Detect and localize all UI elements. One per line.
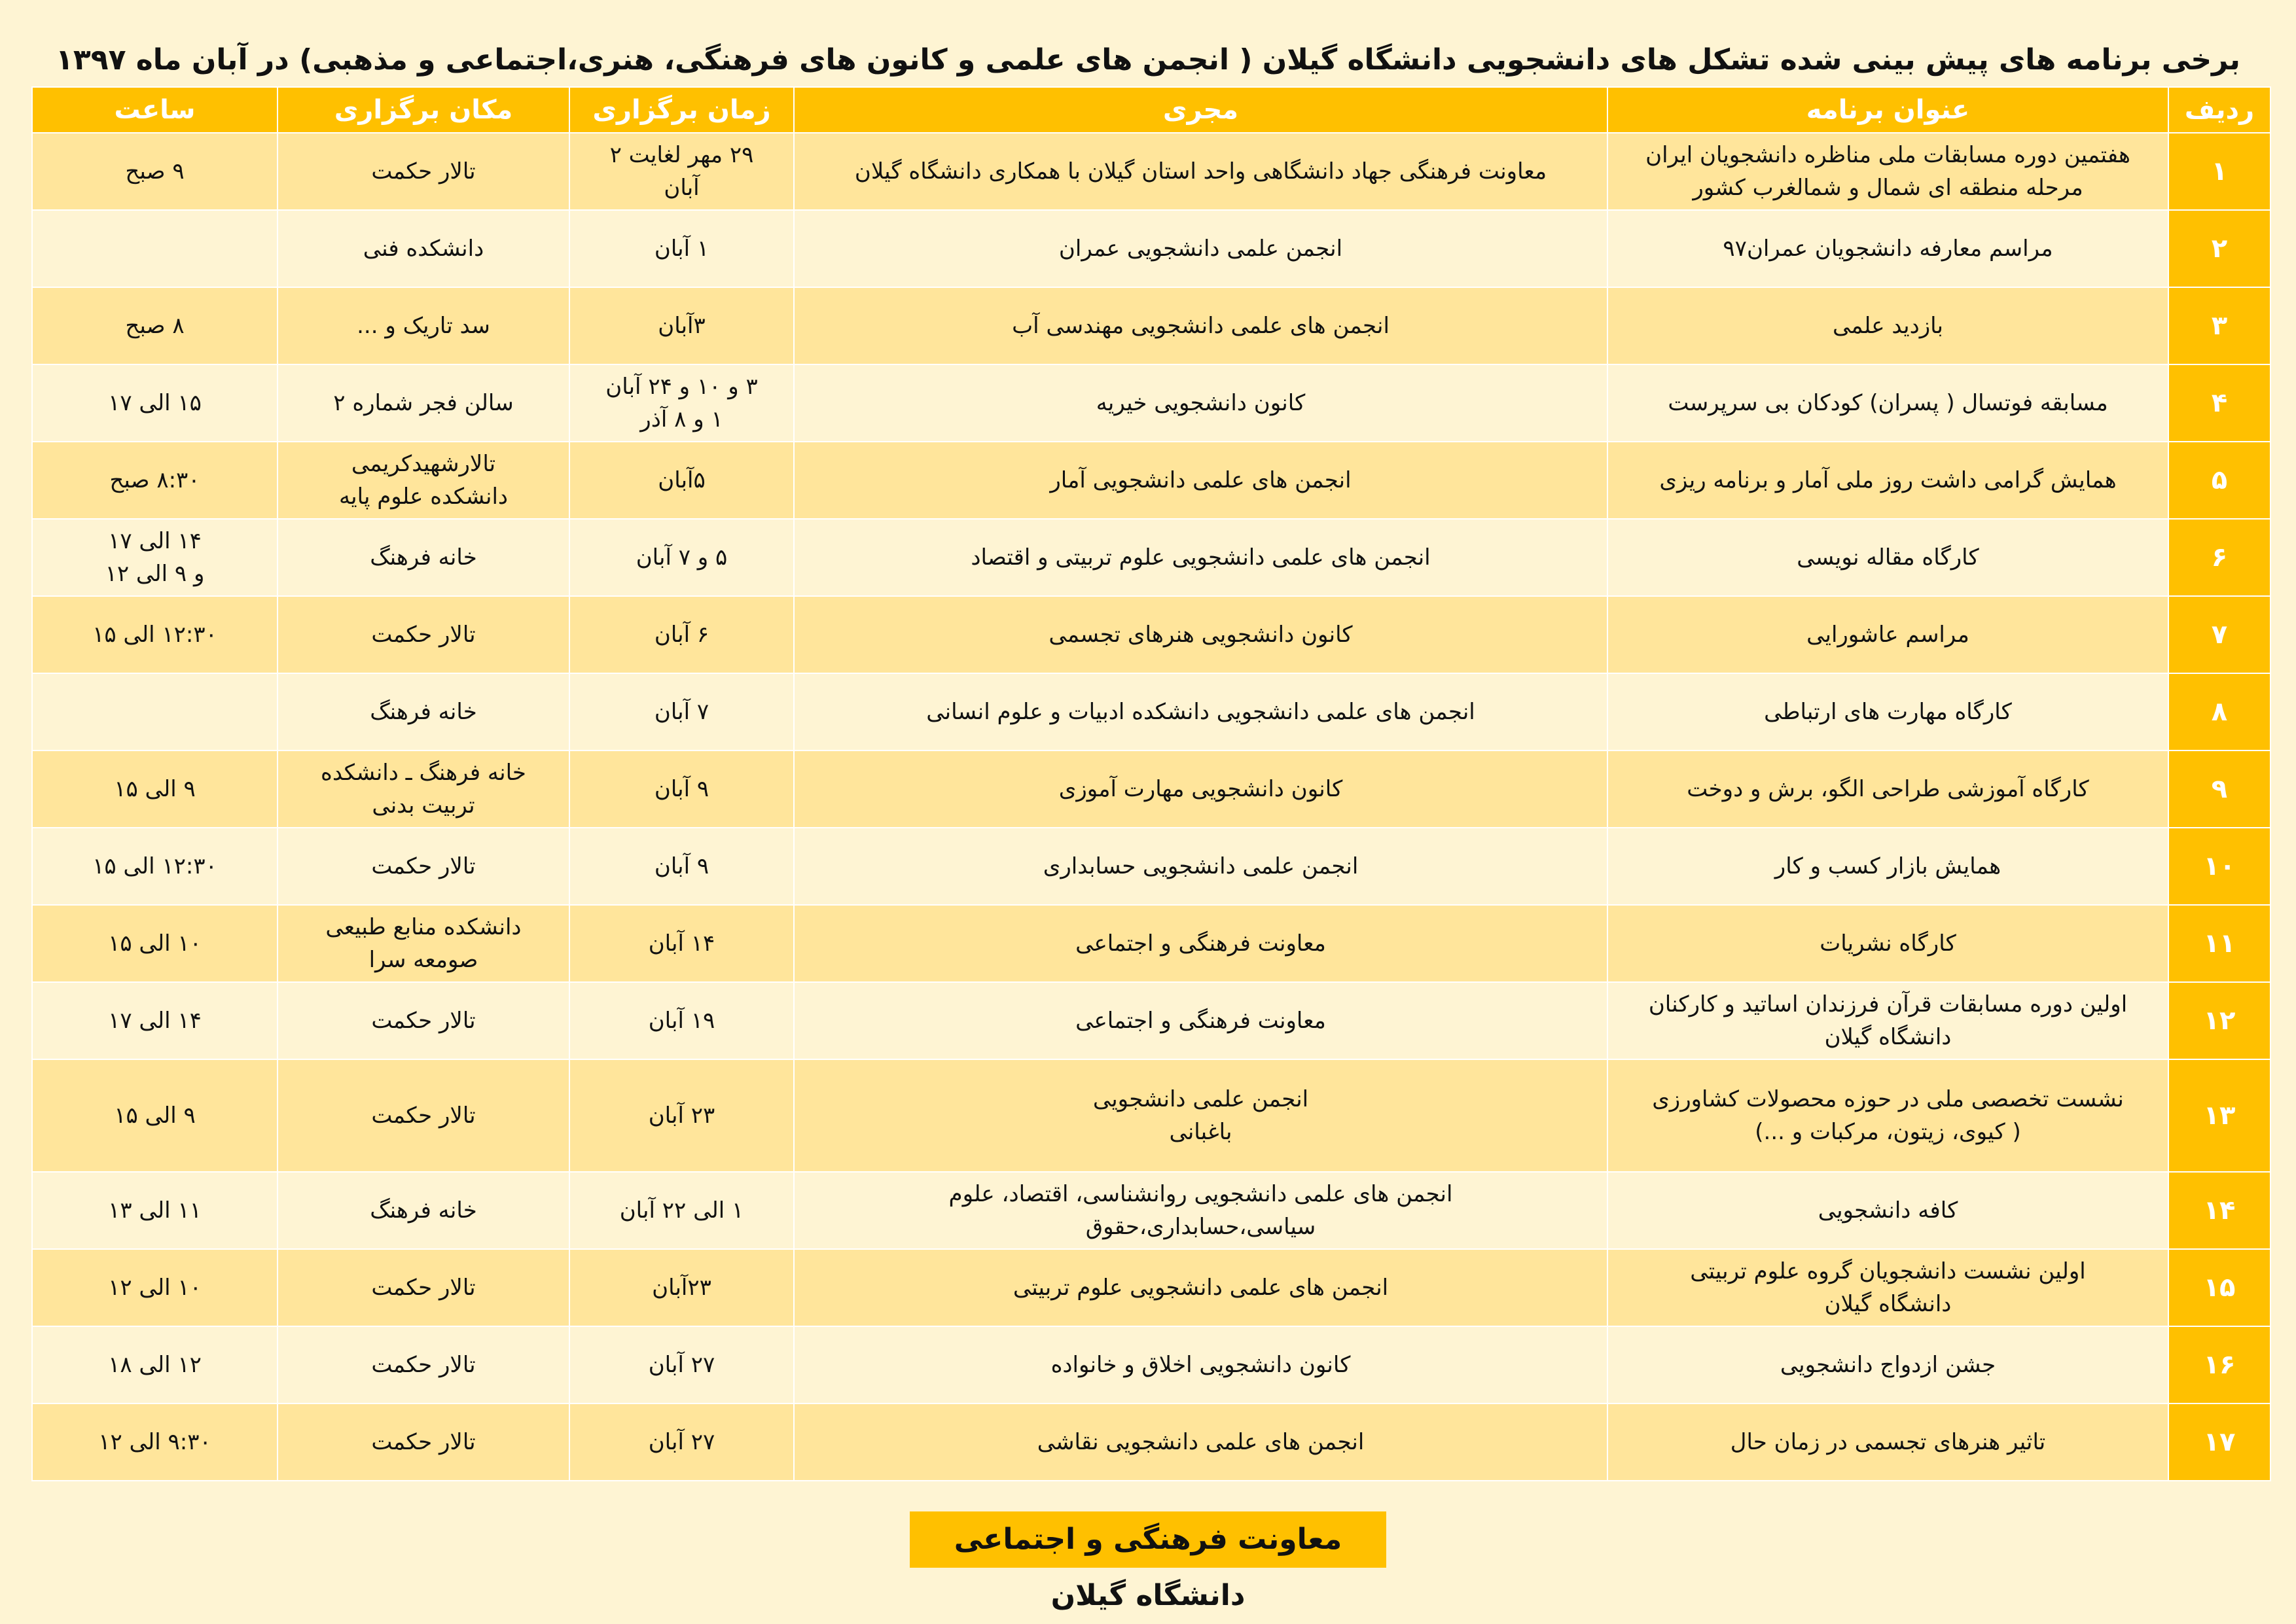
cell-date-line: ۹ آبان — [654, 776, 709, 802]
cell-hour-line: ۸:۳۰ صبح — [109, 467, 200, 493]
cell-place — [278, 364, 569, 442]
cell-place — [278, 519, 569, 596]
cell-row-number: ۶ — [2168, 519, 2270, 596]
cell-place — [278, 750, 569, 828]
cell-organizer — [794, 210, 1607, 287]
cell-organizer-line: کانون دانشجویی اخلاق و خانواده — [1050, 1352, 1351, 1378]
cell-place-line: تربیت بدنی — [372, 792, 475, 819]
cell-date — [569, 442, 794, 519]
cell-organizer-line: انجمن های علمی دانشجویی نقاشی — [1037, 1429, 1365, 1455]
cell-organizer-line: معاونت فرهنگی و اجتماعی — [1075, 1008, 1326, 1034]
cell-place-line: خانه فرهنگ — [370, 699, 477, 725]
cell-place-line: صومعه سرا — [368, 947, 478, 973]
cell-hour-line: ۱۵ الی ۱۷ — [108, 390, 202, 416]
cell-organizer — [794, 364, 1607, 442]
cell-date — [569, 750, 794, 828]
cell-row-number: ۱۶ — [2168, 1326, 2270, 1403]
cell-program-title — [1607, 1326, 2168, 1403]
cell-row-number: ۱۱ — [2168, 905, 2270, 982]
cell-date-line: ۲۷ آبان — [648, 1352, 715, 1378]
cell-date — [569, 673, 794, 750]
cell-program-title-line: ( کیوی، زیتون، مرکبات و ...) — [1755, 1119, 2021, 1145]
cell-program-title-line: کارگاه مقاله نویسی — [1797, 544, 1979, 571]
cell-hour — [32, 1059, 278, 1172]
cell-program-title — [1607, 133, 2168, 210]
cell-hour-line: ۱۴ الی ۱۷ — [108, 1008, 202, 1034]
cell-organizer — [794, 1326, 1607, 1403]
table-header — [32, 87, 2270, 133]
table-row — [32, 1249, 2270, 1326]
table-row — [32, 287, 2270, 364]
cell-organizer — [794, 982, 1607, 1059]
cell-program-title-line: کارگاه آموزشی طراحی الگو، برش و دوخت — [1687, 776, 2089, 802]
cell-date-line: ۳آبان — [658, 313, 706, 339]
cell-row-number: ۱۵ — [2168, 1249, 2270, 1326]
cell-place-line: تالار حکمت — [371, 1352, 476, 1378]
cell-organizer — [794, 1403, 1607, 1481]
cell-hour-line: ۹:۳۰ الی ۱۲ — [98, 1429, 211, 1455]
cell-hour — [32, 750, 278, 828]
cell-program-title-line: اولین دوره مسابقات قرآن فرزندان اساتید و کارکنان — [1648, 991, 2128, 1017]
cell-place-line: سالن فجر شماره ۲ — [333, 390, 514, 416]
cell-hour — [32, 596, 278, 673]
cell-date — [569, 1326, 794, 1403]
table-row — [32, 828, 2270, 905]
cell-place — [278, 596, 569, 673]
cell-date-line: ۱۹ آبان — [648, 1008, 715, 1034]
cell-organizer — [794, 133, 1607, 210]
cell-place-line: خانه فرهنگ ـ دانشکده — [321, 760, 526, 786]
cell-program-title-line: اولین نشست دانشجویان گروه علوم تربیتی — [1690, 1258, 2086, 1284]
cell-date-line: ۱ الی ۲۲ آبان — [619, 1197, 744, 1224]
cell-organizer-line: انجمن های علمی دانشجویی علوم تربیتی و اقتصاد — [971, 544, 1431, 571]
cell-program-title — [1607, 519, 2168, 596]
cell-row-number: ۷ — [2168, 596, 2270, 673]
cell-organizer — [794, 828, 1607, 905]
cell-date — [569, 1403, 794, 1481]
cell-date-line: ۱ و ۸ آذر — [640, 406, 723, 432]
cell-hour-line: ۹ صبح — [125, 158, 185, 185]
cell-place — [278, 1249, 569, 1326]
cell-place-line: دانشکده منابع طبیعی — [325, 914, 522, 940]
table-row — [32, 1172, 2270, 1249]
cell-row-number: ۱۲ — [2168, 982, 2270, 1059]
cell-program-title — [1607, 442, 2168, 519]
cell-date — [569, 1172, 794, 1249]
cell-date — [569, 287, 794, 364]
table-row — [32, 1326, 2270, 1403]
cell-organizer-line: انجمن های علمی دانشجویی آمار — [1050, 467, 1352, 493]
cell-program-title-line: کافه دانشجویی — [1818, 1197, 1958, 1224]
cell-date-line: ۶ آبان — [654, 622, 709, 648]
table-body — [32, 133, 2270, 1481]
cell-date-line: ۹ آبان — [654, 853, 709, 879]
cell-hour-line: ۱۲:۳۰ الی ۱۵ — [92, 853, 217, 879]
cell-row-number: ۱۴ — [2168, 1172, 2270, 1249]
cell-date — [569, 1059, 794, 1172]
cell-date-line: ۵آبان — [658, 467, 706, 493]
footer-label: معاونت فرهنگی و اجتماعی دانشگاه گیلان — [910, 1511, 1386, 1568]
cell-hour-line: ۹ الی ۱۵ — [114, 1103, 196, 1129]
cell-program-title — [1607, 364, 2168, 442]
cell-program-title — [1607, 982, 2168, 1059]
table-row — [32, 905, 2270, 982]
header-program-title: عنوان برنامه — [1607, 87, 2168, 133]
cell-hour — [32, 1403, 278, 1481]
schedule-table — [31, 86, 2271, 1481]
cell-program-title — [1607, 1249, 2168, 1326]
cell-program-title-line: کارگاه نشریات — [1820, 930, 1956, 957]
cell-organizer-line: باغبانی — [1169, 1119, 1232, 1145]
cell-hour-line: ۸ صبح — [125, 313, 185, 339]
cell-hour — [32, 364, 278, 442]
cell-row-number: ۳ — [2168, 287, 2270, 364]
cell-organizer-line: انجمن علمی دانشجویی حسابداری — [1043, 853, 1359, 879]
cell-place-line: تالار حکمت — [371, 158, 476, 185]
table-row — [32, 519, 2270, 596]
cell-hour — [32, 982, 278, 1059]
header-organizer: مجری — [794, 87, 1607, 133]
cell-program-title-line: مراسم معارفه دانشجویان عمران۹۷ — [1723, 236, 2053, 262]
cell-program-title-line: بازدید علمی — [1832, 313, 1944, 339]
cell-date — [569, 364, 794, 442]
cell-place — [278, 982, 569, 1059]
cell-organizer-line: سیاسی،حسابداری،حقوق — [1085, 1214, 1316, 1240]
cell-date-line: آبان — [664, 175, 700, 201]
cell-hour-line: ۱۲ الی ۱۸ — [108, 1352, 202, 1378]
cell-date — [569, 519, 794, 596]
cell-hour — [32, 1249, 278, 1326]
table-row — [32, 1059, 2270, 1172]
cell-hour-line: و ۹ الی ۱۲ — [105, 561, 205, 587]
cell-hour-line: ۹ الی ۱۵ — [114, 776, 196, 802]
cell-row-number: ۵ — [2168, 442, 2270, 519]
cell-organizer-line: انجمن علمی دانشجویی عمران — [1058, 236, 1343, 262]
cell-place-line: سد تاریک و ... — [357, 313, 490, 339]
cell-program-title — [1607, 1059, 2168, 1172]
cell-organizer — [794, 1059, 1607, 1172]
cell-program-title — [1607, 287, 2168, 364]
cell-program-title — [1607, 596, 2168, 673]
cell-place-line: تالار حکمت — [371, 1429, 476, 1455]
cell-organizer-line: معاونت فرهنگی جهاد دانشگاهی واحد استان گیلان با همکاری دانشگاه گیلان — [854, 158, 1547, 185]
page-title: برخی برنامه های پیش بینی شده تشکل های دانشجویی دانشگاه گیلان ( انجمن های علمی و کانون های فرهنگی، هنری،اجتماعی و مذهبی) در آبان ماه ۱۳۹۷ — [56, 43, 2240, 77]
cell-organizer — [794, 287, 1607, 364]
cell-place — [278, 1172, 569, 1249]
cell-row-number: ۸ — [2168, 673, 2270, 750]
cell-hour-line: ۱۰ الی ۱۲ — [108, 1275, 202, 1301]
cell-hour — [32, 519, 278, 596]
cell-program-title-line: جشن ازدواج دانشجویی — [1780, 1352, 1996, 1378]
cell-program-title-line: دانشگاه گیلان — [1824, 1291, 1952, 1317]
table-row — [32, 210, 2270, 287]
cell-place — [278, 287, 569, 364]
cell-row-number: ۴ — [2168, 364, 2270, 442]
cell-organizer — [794, 673, 1607, 750]
cell-place-line: خانه فرهنگ — [370, 544, 477, 571]
cell-place — [278, 828, 569, 905]
cell-organizer — [794, 596, 1607, 673]
cell-organizer-line: انجمن علمی دانشجویی — [1092, 1086, 1309, 1112]
cell-date-line: ۲۳ آبان — [648, 1103, 715, 1129]
cell-organizer — [794, 905, 1607, 982]
cell-place-line: تالار حکمت — [371, 853, 476, 879]
cell-hour — [32, 905, 278, 982]
cell-place-line: دانشکده فنی — [363, 236, 484, 262]
cell-program-title-line: کارگاه مهارت های ارتباطی — [1764, 699, 2012, 725]
table-row — [32, 133, 2270, 210]
cell-hour — [32, 210, 278, 287]
cell-hour-line: ۱۲:۳۰ الی ۱۵ — [92, 622, 217, 648]
cell-date-line: ۳ و ۱۰ و ۲۴ آبان — [605, 374, 758, 400]
cell-hour — [32, 133, 278, 210]
cell-program-title-line: نشست تخصصی ملی در حوزه محصولات کشاورزی — [1652, 1086, 2124, 1112]
cell-program-title-line: مراسم عاشورایی — [1806, 622, 1969, 648]
cell-place — [278, 905, 569, 982]
cell-hour — [32, 442, 278, 519]
cell-organizer-line: انجمن های علمی دانشجویی دانشکده ادبیات و علوم انسانی — [926, 699, 1475, 725]
cell-place-line: دانشکده علوم پایه — [338, 484, 509, 510]
cell-date-line: ۲۷ آبان — [648, 1429, 715, 1455]
cell-program-title — [1607, 1403, 2168, 1481]
cell-date — [569, 905, 794, 982]
cell-date-line: ۷ آبان — [654, 699, 709, 725]
cell-place-line: تالار حکمت — [371, 1275, 476, 1301]
cell-organizer-line: انجمن های علمی دانشجویی مهندسی آب — [1012, 313, 1390, 339]
cell-program-title — [1607, 673, 2168, 750]
table-row — [32, 750, 2270, 828]
cell-program-title-line: همایش گرامی داشت روز ملی آمار و برنامه ریزی — [1659, 467, 2117, 493]
cell-hour — [32, 673, 278, 750]
cell-place-line: تالار حکمت — [371, 1103, 476, 1129]
cell-row-number: ۹ — [2168, 750, 2270, 828]
cell-place — [278, 1403, 569, 1481]
cell-date-line: ۱۴ آبان — [648, 930, 715, 957]
cell-row-number: ۱۰ — [2168, 828, 2270, 905]
cell-organizer-line: کانون دانشجویی هنرهای تجسمی — [1049, 622, 1353, 648]
cell-hour-line: ۱۴ الی ۱۷ — [108, 528, 202, 554]
cell-place-line: خانه فرهنگ — [370, 1197, 477, 1224]
table-row — [32, 442, 2270, 519]
table-row — [32, 596, 2270, 673]
cell-program-title-line: هفتمین دوره مسابقات ملی مناظره دانشجویان ایران — [1645, 142, 2130, 168]
cell-organizer — [794, 442, 1607, 519]
cell-hour — [32, 287, 278, 364]
cell-date-line: ۲۹ مهر لغایت ۲ — [609, 142, 754, 168]
cell-date-line: ۱ آبان — [654, 236, 709, 262]
cell-hour — [32, 828, 278, 905]
header-row-number: ردیف — [2168, 87, 2270, 133]
cell-organizer — [794, 519, 1607, 596]
cell-place — [278, 442, 569, 519]
cell-place-line: تالار حکمت — [371, 622, 476, 648]
cell-hour-line: ۱۰ الی ۱۵ — [108, 930, 202, 957]
cell-program-title — [1607, 905, 2168, 982]
table-row — [32, 982, 2270, 1059]
cell-program-title — [1607, 1172, 2168, 1249]
header-hour: ساعت — [32, 87, 278, 133]
cell-date — [569, 210, 794, 287]
cell-organizer-line: انجمن های علمی دانشجویی روانشناسی، اقتصاد، علوم — [948, 1181, 1453, 1207]
cell-program-title — [1607, 828, 2168, 905]
cell-place — [278, 1326, 569, 1403]
cell-place — [278, 673, 569, 750]
cell-hour-line: ۱۱ الی ۱۳ — [108, 1197, 202, 1224]
cell-date — [569, 828, 794, 905]
cell-organizer-line: کانون دانشجویی خیریه — [1096, 390, 1306, 416]
cell-hour — [32, 1326, 278, 1403]
cell-date — [569, 133, 794, 210]
cell-place — [278, 210, 569, 287]
cell-date-line: ۵ و ۷ آبان — [636, 544, 728, 571]
cell-place-line: تالارشهیدکریمی — [351, 451, 496, 477]
header-date: زمان برگزاری — [569, 87, 794, 133]
cell-organizer — [794, 750, 1607, 828]
cell-date — [569, 1249, 794, 1326]
cell-program-title-line: دانشگاه گیلان — [1824, 1024, 1952, 1050]
cell-date — [569, 596, 794, 673]
cell-program-title-line: همایش بازار کسب و کار — [1774, 853, 2001, 879]
cell-program-title-line: تاثیر هنرهای تجسمی در زمان حال — [1730, 1429, 2046, 1455]
cell-program-title-line: مسابقه فوتسال ( پسران) کودکان بی سرپرست — [1668, 390, 2108, 416]
cell-organizer-line: انجمن های علمی دانشجویی علوم تربیتی — [1013, 1275, 1389, 1301]
cell-organizer — [794, 1172, 1607, 1249]
cell-place — [278, 133, 569, 210]
table-row — [32, 673, 2270, 750]
cell-organizer-line: کانون دانشجویی مهارت آموزی — [1058, 776, 1343, 802]
cell-program-title — [1607, 210, 2168, 287]
cell-program-title-line: مرحله منطقه ای شمال و شمالغرب کشور — [1693, 175, 2083, 201]
cell-organizer-line: معاونت فرهنگی و اجتماعی — [1075, 930, 1326, 957]
table-row — [32, 364, 2270, 442]
cell-row-number: ۱۷ — [2168, 1403, 2270, 1481]
cell-row-number: ۲ — [2168, 210, 2270, 287]
cell-organizer — [794, 1249, 1607, 1326]
cell-date-line: ۲۳آبان — [652, 1275, 711, 1301]
cell-row-number: ۱۳ — [2168, 1059, 2270, 1172]
cell-program-title — [1607, 750, 2168, 828]
cell-place — [278, 1059, 569, 1172]
cell-hour — [32, 1172, 278, 1249]
header-place: مکان برگزاری — [278, 87, 569, 133]
table-row — [32, 1403, 2270, 1481]
cell-date — [569, 982, 794, 1059]
cell-place-line: تالار حکمت — [371, 1008, 476, 1034]
cell-row-number: ۱ — [2168, 133, 2270, 210]
